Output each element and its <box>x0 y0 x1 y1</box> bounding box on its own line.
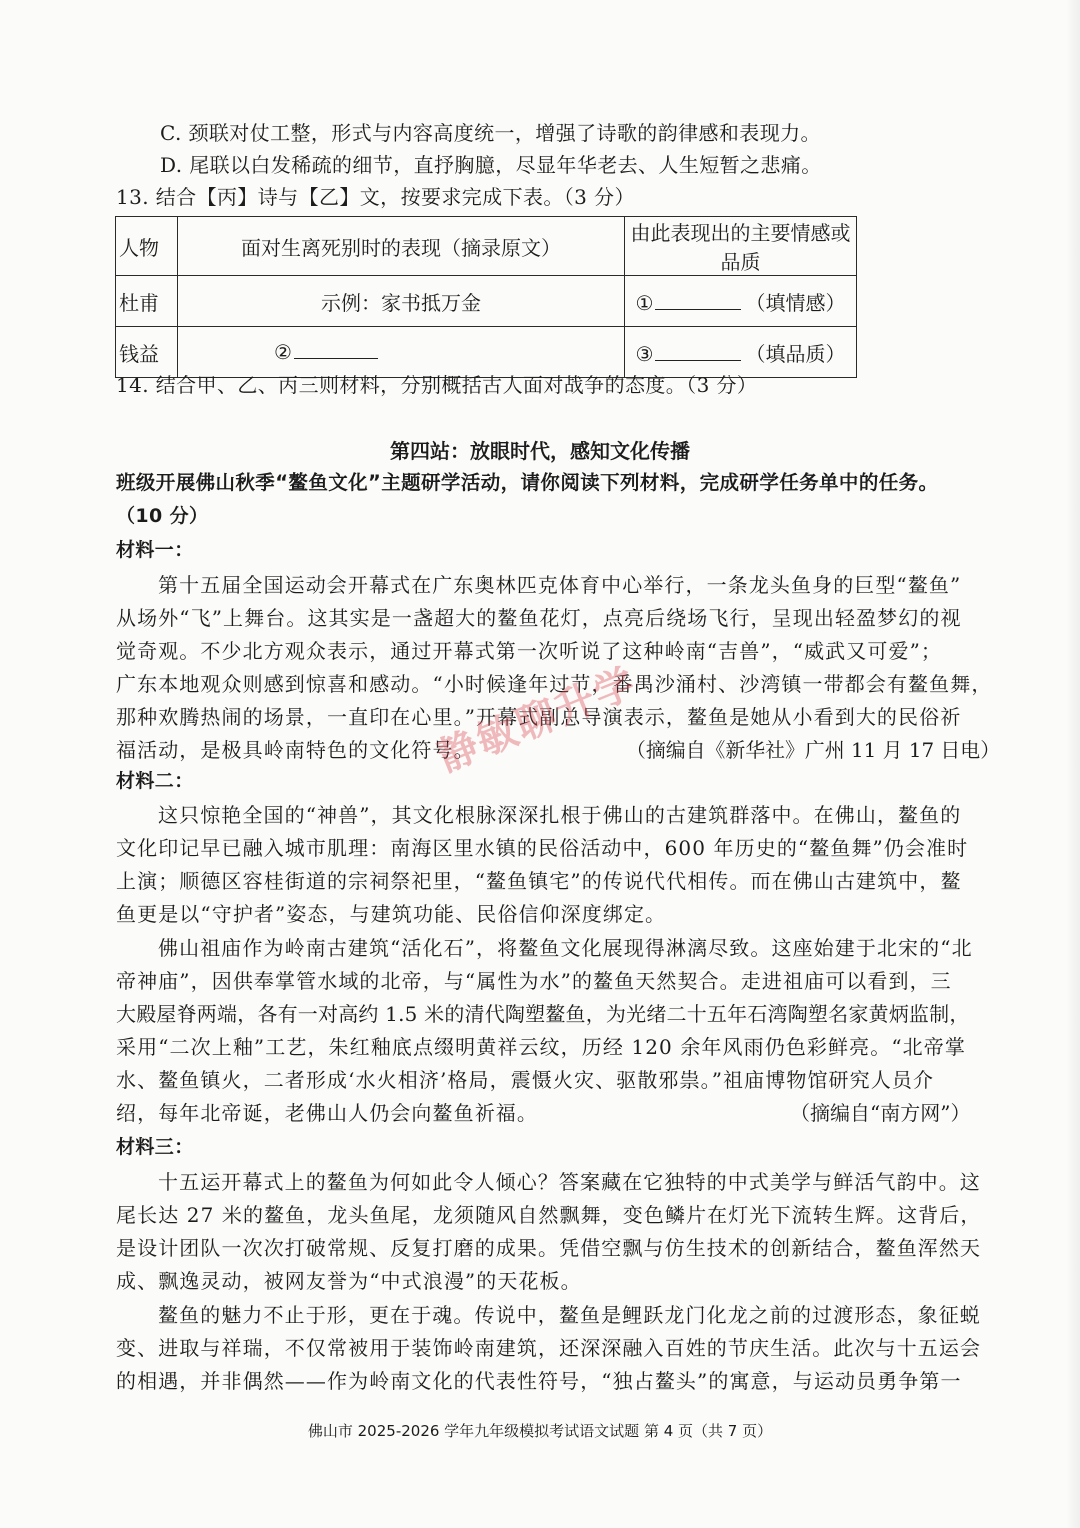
blank-number: ① <box>635 290 654 315</box>
blank-number: ② <box>274 340 292 364</box>
table-row <box>116 276 857 327</box>
material-2-source: （摘编自“南方网”） <box>790 1101 971 1125</box>
material-3-line: 成、飘逸灵动，被网友誉为“中式浪漫”的天花板。 <box>116 1269 582 1293</box>
watermark: 静敏聊升学 <box>431 659 644 781</box>
table-cell-person: 杜甫 <box>116 276 178 327</box>
table-cell-example: 示例：家书抵万金 <box>178 276 625 327</box>
material-2-line: 绍，每年北帝诞，老佛山人仍会向鳌鱼祈福。 <box>116 1101 538 1125</box>
material-2-line: 鱼更是以“守护者”姿态，与建筑功能、民俗信仰深度绑定。 <box>116 902 667 926</box>
table-header-cell: 面对生离死别时的表现（摘录原文） <box>178 217 625 276</box>
material-1-line: 福活动，是极具岭南特色的文化符号。 <box>116 738 475 762</box>
material-2-line: 采用“二次上釉”工艺，朱红釉底点缀明黄祥云纹，历经 120 余年风雨仍色彩鲜亮。“北帝掌 <box>116 1035 966 1059</box>
blank-hint: （填情感） <box>745 290 846 315</box>
table-cell-blank <box>625 327 857 378</box>
blank-number: ③ <box>635 341 654 366</box>
material-3-label: 材料三： <box>116 1136 194 1158</box>
material-1-line: 那种欢腾热闹的场景，一直印在心里。”开幕式副总导演表示，鳌鱼是她从小看到大的民俗祈 <box>116 705 962 729</box>
material-2-line: 大殿屋脊两端，各有一对高约 1.5 米的清代陶塑鳌鱼，为光绪二十五年石湾陶塑名家黄炳监制， <box>116 1002 970 1026</box>
table-cell-blank <box>625 276 857 327</box>
section-score: （10 分） <box>116 505 209 527</box>
material-3-line: 鳌鱼的魅力不止于形，更在于魂。传说中，鳌鱼是鲤跃龙门化龙之前的过渡形态，象征蜕 <box>158 1303 981 1327</box>
table-header-row <box>116 217 857 276</box>
material-2-line: 这只惊艳全国的“神兽”，其文化根脉深深扎根于佛山的古建筑群落中。在佛山，鳌鱼的 <box>158 803 962 827</box>
material-3-line: 的相遇，并非偶然——作为岭南文化的代表性符号，“独占鳌头”的寓意，与运动员勇争第一 <box>116 1369 962 1393</box>
question-13: 13. 结合【丙】诗与【乙】文，按要求完成下表。（3 分） <box>116 185 635 209</box>
material-2-line: 佛山祖庙作为岭南古建筑“活化石”，将鳌鱼文化展现得淋漓尽致。这座始建于北宋的“北 <box>158 936 973 960</box>
table-cell-person: 钱益 <box>116 327 178 378</box>
question-14: 14. 结合甲、乙、丙三则材料，分别概括古人面对战争的态度。（3 分） <box>116 373 758 397</box>
material-3-line: 是设计团队一次次打破常规、反复打磨的成果。凭借空飘与仿生技术的创新结合，鳌鱼浑然天 <box>116 1236 982 1260</box>
material-1-line: 广东本地观众则感到惊喜和感动。“小时候逢年过节，番禺沙涌村、沙湾镇一带都会有鳌鱼舞， <box>116 672 993 696</box>
scan-edge-shadow <box>1066 0 1080 1528</box>
material-1-source: （摘编自《新华社》广州 11 月 17 日电） <box>626 738 1001 762</box>
material-2-line: 文化印记早已融入城市肌理：南海区里水镇的民俗活动中，600 年历史的“鳌鱼舞”仍会准时 <box>116 836 969 860</box>
table-row <box>116 327 857 378</box>
table-header-cell: 由此表现出的主要情感或品质 <box>625 217 857 276</box>
table-cell-blank <box>178 327 625 378</box>
material-2-label: 材料二： <box>116 770 194 792</box>
material-2-line: 上演；顺德区容桂街道的宗祠祭祀里，“鳌鱼镇宅”的传说代代相传。而在佛山古建筑中，鳌 <box>116 869 962 893</box>
table-header-cell: 人物 <box>116 217 178 276</box>
answer-table <box>115 216 857 378</box>
answer-blank-1[interactable] <box>655 291 741 310</box>
material-1-line: 第十五届全国运动会开幕式在广东奥林匹克体育中心举行，一条龙头鱼身的巨型“鳌鱼” <box>158 573 962 597</box>
material-1-line: 觉奇观。不少北方观众表示，通过开幕式第一次听说了这种岭南“吉兽”，“威武又可爱”； <box>116 639 942 663</box>
material-1-label: 材料一： <box>116 539 194 561</box>
material-2-line: 帝神庙”，因供奉掌管水域的北帝，与“属性为水”的鳌鱼天然契合。走进祖庙可以看到，三 <box>116 969 952 993</box>
section-title: 第四站：放眼时代，感知文化传播 <box>390 439 690 463</box>
option-c: C. 颈联对仗工整，形式与内容高度统一，增强了诗歌的韵律感和表现力。 <box>160 121 821 145</box>
material-1-line: 从场外“飞”上舞台。这其实是一盏超大的鳌鱼花灯，点亮后绕场飞行，呈现出轻盈梦幻的视 <box>116 606 962 630</box>
answer-blank-3[interactable] <box>655 342 741 361</box>
material-2-line: 水、鳌鱼镇火，二者形成‘水火相济’格局，震慑火灾、驱散邪祟。”祖庙博物馆研究人员介 <box>116 1068 935 1092</box>
material-3-line: 尾长达 27 米的鳌鱼，龙头鱼尾，龙须随风自然飘舞，变色鳞片在灯光下流转生辉。这背后， <box>116 1203 982 1227</box>
page-footer: 佛山市 2025-2026 学年九年级模拟考试语文试题 第 4 页（共 7 页） <box>307 1422 773 1440</box>
option-d: D. 尾联以白发稀疏的细节，直抒胸臆，尽显年华老去、人生短暂之悲痛。 <box>160 153 822 177</box>
material-3-line: 变、进取与祥瑞，不仅常被用于装饰岭南建筑，还深深融入百姓的节庆生活。此次与十五运会 <box>116 1336 982 1360</box>
section-intro: 班级开展佛山秋季“鳌鱼文化”主题研学活动，请你阅读下列材料，完成研学任务单中的任务。 <box>116 471 939 494</box>
material-3-line: 十五运开幕式上的鳌鱼为何如此令人倾心？答案藏在它独特的中式美学与鲜活气韵中。这 <box>158 1170 981 1194</box>
blank-hint: （填品质） <box>745 341 846 366</box>
answer-blank-2[interactable] <box>294 340 378 359</box>
